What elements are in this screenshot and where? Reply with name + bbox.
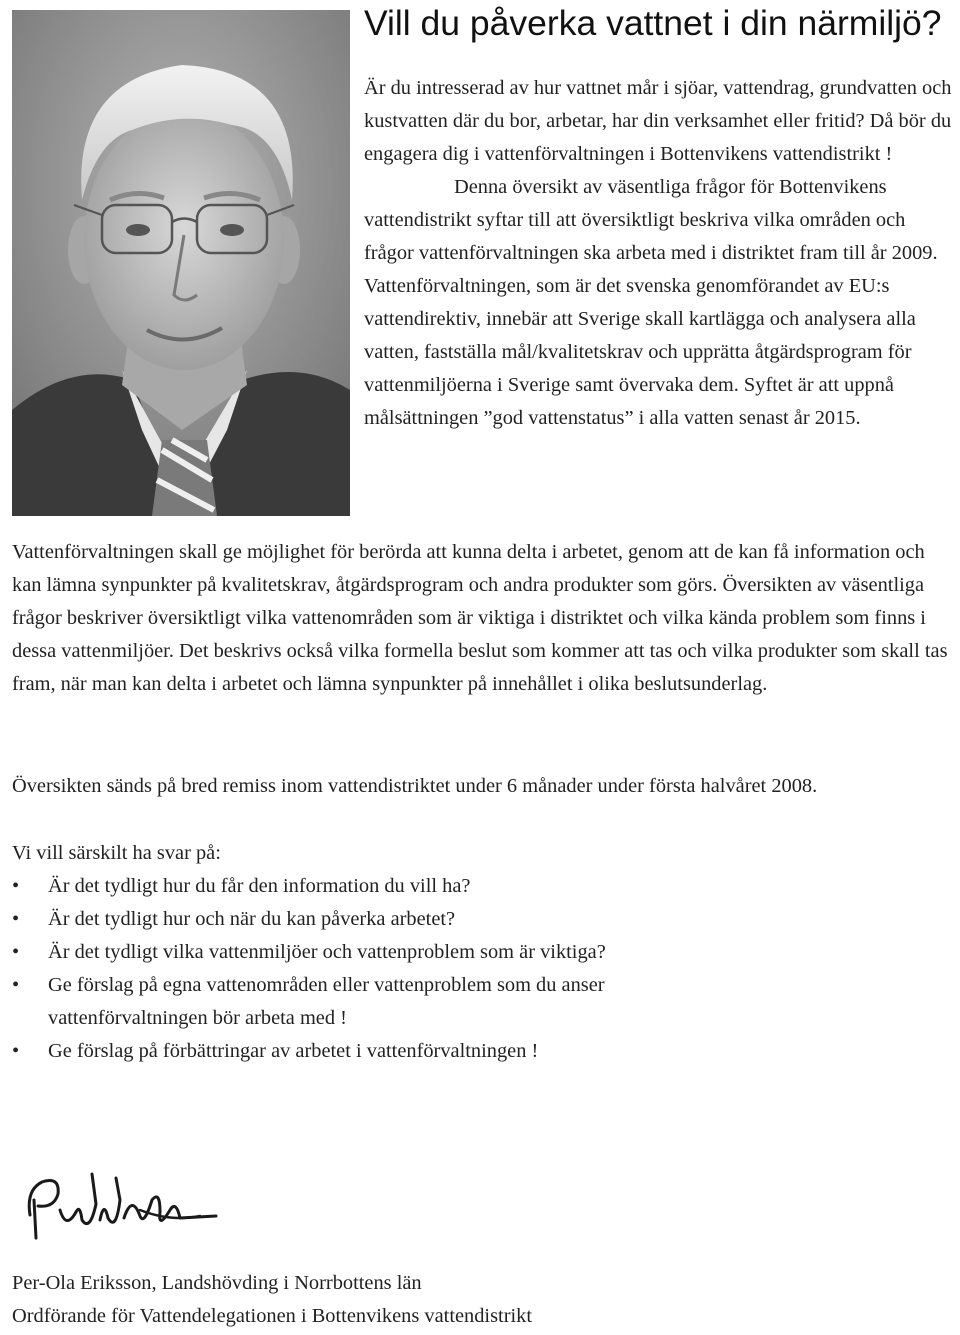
list-item <box>12 903 732 936</box>
bullet-icon: • <box>12 941 20 963</box>
intro-section <box>364 72 954 435</box>
signer-name: Per-Ola Eriksson, Landshövding i Norrbottens län <box>12 1272 422 1294</box>
handwritten-signature <box>20 1160 230 1250</box>
signer-role: Ordförande för Vattendelegationen i Bottenvikens vattendistrikt <box>12 1305 533 1327</box>
participation-paragraph: Vattenförvaltningen skall ge möjlighet för berörda att kunna delta i arbetet, genom att de kan få information och kan lämna synpunkter på kvalitetskrav, åtgärdsprogram och andra produkter som görs. Översikten av väsentliga frågor beskriver översiktligt vilka vattenområden som är viktiga i distriktet och vilka kända problem som finns i dessa vattenmiljöer. Det beskrivs också vilka formella beslut som kommer att tas och vilka produkter som skall tas fram, när man kan delta i arbetet och lämna synpunkter på innehållet i olika beslutsunderlag. <box>12 541 948 695</box>
question-text: Är det tydligt hur du får den information du vill ha? <box>48 875 471 897</box>
question-text: Är det tydligt hur och när du kan påverka arbetet? <box>48 908 456 930</box>
list-item <box>12 1035 732 1068</box>
questions-intro: Vi vill särskilt ha svar på: <box>12 842 221 864</box>
overview-paragraph: Denna översikt av väsentliga frågor för Bottenvikens vattendistrikt syftar till att översiktligt beskriva vilka områden och frågor vattenförvaltningen ska arbeta med i distriktet fram till år 2009. Vattenförvaltningen, som är det svenska genomförandet av EU:s vattendirektiv, innebär att Sverige skall kartlägga och analysera alla vatten, fastställa mål/kvalitetskrav och upprätta åtgärdsprogram för vattenmiljöerna i Sverige samt övervaka dem. Syftet är att uppnå målsättningen ”god vattenstatus” i alla vatten senast år 2015. <box>364 176 938 429</box>
signer-block <box>12 1267 948 1333</box>
question-list <box>12 870 732 1068</box>
portrait-photo <box>12 10 350 516</box>
bullet-icon: • <box>12 1040 20 1062</box>
list-item <box>12 936 732 969</box>
question-text: Ge förslag på egna vattenområden eller vattenproblem som du anser vattenförvaltningen bör arbeta med ! <box>48 974 605 1029</box>
bullet-icon: • <box>12 908 20 930</box>
list-item <box>12 870 732 903</box>
list-item <box>12 969 732 1035</box>
intro-paragraph: Är du intresserad av hur vattnet mår i sjöar, vattendrag, grundvatten och kustvatten där du bor, arbetar, har din verksamhet eller fritid? Då bör du engagera dig i vattenförvaltningen i Bottenvikens vattendistrikt ! <box>364 77 952 165</box>
bullet-icon: • <box>12 974 20 996</box>
page-title: Vill du påverka vattnet i din närmiljö? <box>364 3 942 43</box>
consultation-paragraph: Översikten sänds på bred remiss inom vattendistriktet under 6 månader under första halvåret 2008. <box>12 775 818 797</box>
question-text: Är det tydligt vilka vattenmiljöer och vattenproblem som är viktiga? <box>48 941 606 963</box>
bullet-icon: • <box>12 875 20 897</box>
question-text: Ge förslag på förbättringar av arbetet i vattenförvaltningen ! <box>48 1040 539 1062</box>
portrait-illustration <box>12 10 350 516</box>
